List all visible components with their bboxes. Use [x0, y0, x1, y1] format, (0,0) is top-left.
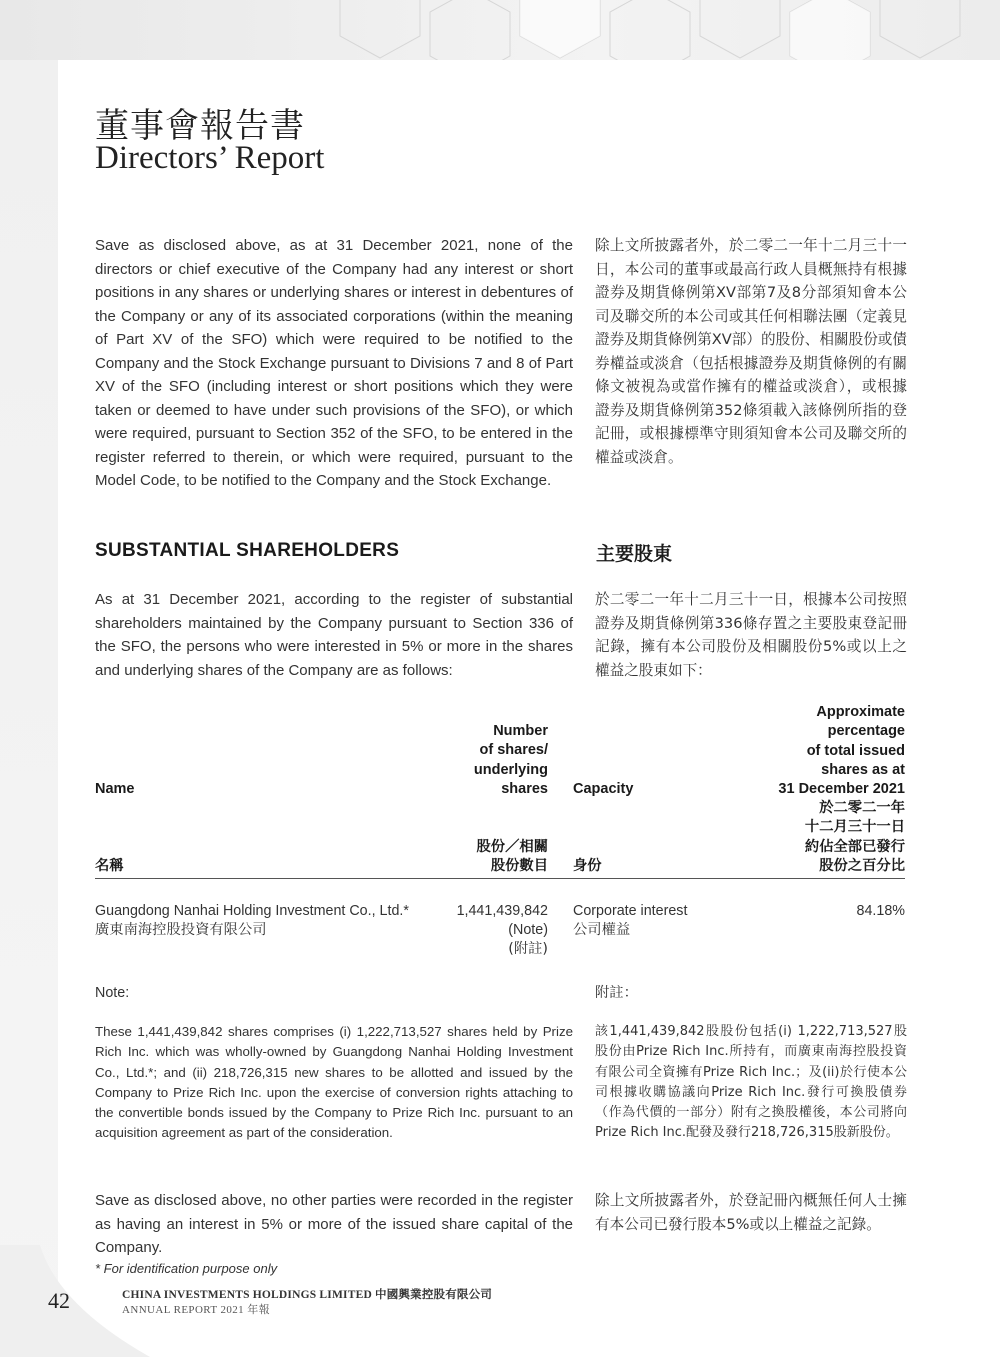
col-header-shares-line: shares: [501, 780, 548, 797]
col-header-percentage-line: shares as at: [821, 761, 905, 778]
cell-capacity-cn: 公司權益: [573, 922, 631, 938]
intro-paragraph-chinese: 除上文所披露者外，於二零二一年十二月三十一日，本公司的董事或最高行政人員概無持有根據證券及期貨條例第XV部第7及8分部須知會本公司及聯交所的本公司或其任何相聯法團（定義見證券及期貨條例第XV部）的股份、相關股份或債券權益或淡倉（包括根據證券及期貨條例的有關條文被視為或當作擁有的權益或淡倉），或根據證券及期貨條例第352條須載入該條例所指的登記冊，或根據標準守則須知會本公司及聯交所的權益或淡倉。: [595, 237, 907, 466]
note-text-chinese: 該1,441,439,842股股份包括(i) 1,222,713,527股股份由Prize Rich Inc.所持有，而廣東南海控股投資有限公司全資擁有Prize Rich Inc.；及(ii)於行使本公司根據收購協議向Prize Rich Inc.發行可換股債券（作為代價的一部分）附有之換股權後，本公司將向Prize Rich Inc.配發及發行218,726,315股新股份。: [595, 1024, 907, 1141]
left-margin-background: [0, 60, 58, 1357]
section-paragraph-chinese: 於二零二一年十二月三十一日，根據本公司按照證券及期貨條例第336條存置之主要股東登記冊記錄，擁有本公司股份及相關股份5%或以上之權益之股東如下：: [595, 591, 907, 679]
col-header-capacity: Capacity: [573, 781, 634, 797]
closing-paragraph-chinese: 除上文所披露者外，於登記冊內概無任何人士擁有本公司已發行股本5%或以上權益之記錄。: [595, 1192, 907, 1233]
page-number: 42: [48, 1288, 70, 1313]
col-header-shares-cn: [400, 838, 548, 877]
closing-paragraph-english: Save as disclosed above, no other parties were recorded in the register as having an interest in 5% or more of the issued share capital of the Company.: [95, 1192, 573, 1256]
col-header-percentage-cn: [705, 799, 905, 876]
col-header-percentage-cn-line: 股份之百分比: [819, 857, 905, 874]
col-header-shares-line: underlying: [473, 761, 548, 778]
col-header-percentage-cn-line: 十二月三十一日: [804, 819, 905, 836]
page-title-english: Directors’ Report: [95, 140, 325, 176]
col-header-percentage-cn-line: 於二零二一年: [819, 800, 905, 816]
cell-capacity-en: Corporate interest: [573, 903, 688, 919]
hexagon-pattern: [0, 0, 1000, 60]
note-label-english: Note:: [95, 985, 130, 1001]
intro-paragraph-english: Save as disclosed above, as at 31 December 2021, none of the directors or chief executive of the Company had any interest or short positions in any shares or underlying shares or interest in debentures of the Company or any of its associated corporations (within the meaning of Part XV of the SFO) which were required to be notified to the Company and the Stock Exchange pursuant to Divisions 7 and 8 of Part XV of the SFO (including interest or short positions which they were taken or deemed to have under such provisions of the SFO), or which were required, pursuant to Section 352 of the SFO, to be entered in the register referred to therein, or which were required, pursuant to the Model Code, to be notified to the Company and the Stock Exchange.: [95, 237, 573, 489]
footer-company: CHINA INVESTMENTS HOLDINGS LIMITED 中國興業控股有限公司: [122, 1289, 493, 1301]
note-text-english: These 1,441,439,842 shares comprises (i) 1,222,713,527 shares held by Prize Rich Inc. which was wholly-owned by Guangdong Nanhai Holding Investment Co., Ltd.*; and (ii) 218,726,315 new shares to be allotted and issued by the Company to Prize Rich Inc. upon the exercise of conversion rights attaching to the convertible bonds issued by the Company to Prize Rich Inc. pursuant to an acquisition agreement as part of the consideration.: [95, 1024, 573, 1141]
col-header-percentage: [705, 703, 905, 799]
col-header-shares: [400, 722, 548, 799]
col-header-shares-line: Number: [493, 723, 548, 739]
col-header-shares-cn-line: 股份／相關: [476, 839, 548, 855]
section-heading-english: SUBSTANTIAL SHAREHOLDERS: [95, 540, 400, 561]
table-header-divider: [95, 878, 905, 879]
note-label-chinese: 附註：: [595, 985, 638, 1001]
cell-shares: 1,441,439,842: [456, 903, 548, 919]
col-header-capacity-cn: 身份: [573, 858, 602, 874]
col-header-percentage-line: 31 December 2021: [778, 781, 905, 798]
col-header-shares-line: of shares/: [479, 742, 548, 759]
cell-percentage: 84.18%: [856, 903, 905, 919]
page-title-chinese: 董事會報告書: [95, 106, 305, 146]
col-header-percentage-line: of total issued: [806, 742, 905, 759]
section-paragraph-english: As at 31 December 2021, according to the register of substantial shareholders maintained by the Company pursuant to Section 336 of the SFO, the persons who were interested in 5% or more in the shares and underlying shares of the Company are as follows:: [95, 591, 573, 679]
section-heading-chinese: 主要股東: [596, 543, 673, 565]
col-header-name-cn: 名稱: [95, 858, 124, 874]
col-header-name: Name: [95, 781, 135, 797]
cell-shares-note-cn: (附註): [508, 941, 548, 957]
cell-shares-note-en: (Note): [508, 922, 548, 938]
footnote: * For identification purpose only: [95, 1261, 278, 1276]
col-header-percentage-line: Approximate: [816, 704, 905, 720]
col-header-percentage-cn-line: 約佔全部已發行: [804, 838, 905, 855]
footer-report: ANNUAL REPORT 2021 年報: [122, 1304, 270, 1316]
cell-name-en: Guangdong Nanhai Holding Investment Co., Ltd.*: [95, 903, 409, 919]
cell-name-cn: 廣東南海控股投資有限公司: [95, 922, 267, 938]
col-header-percentage-line: percentage: [827, 723, 905, 740]
col-header-shares-cn-line: 股份數目: [490, 858, 548, 875]
header-background: [0, 0, 1000, 60]
